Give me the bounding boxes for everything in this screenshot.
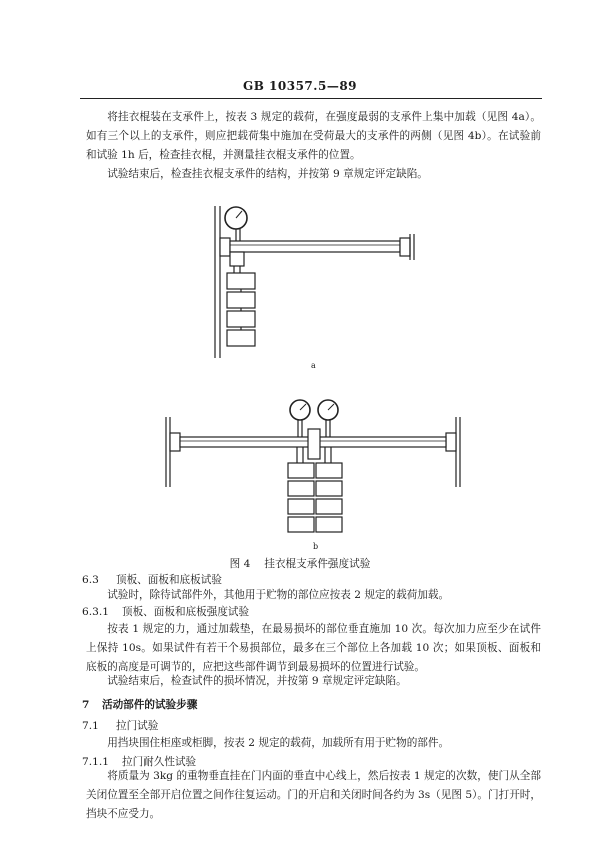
heading-7-1-1-number: 7.1.1 <box>82 756 109 768</box>
heading-6-3-1-number: 6.3.1 <box>82 606 109 618</box>
heading-7-1-number: 7.1 <box>82 720 99 732</box>
intro-paragraph-2: 试验结束后，检查挂衣棍支承件的结构，并按第 9 章规定评定缺陷。 <box>107 168 428 180</box>
section-7-1-1-paragraph: 将质量为 3kg 的重物垂直挂在门内面的垂直中心线上，然后按表 1 规定的次数，使门从全部关闭位置至全部开启位置之间作往复运动。门的开启和关闭时间各约为 3s（见图 5）。门打开时，挡块不应受力。 <box>86 770 541 820</box>
section-6-3-1-paragraph-2: 试验结束后，检查试件的损坏情况，并按第 9 章规定评定缺陷。 <box>107 675 407 687</box>
heading-6-3-1 <box>82 604 249 620</box>
header-rule <box>80 98 542 99</box>
standard-number: GB 10357.5—89 <box>242 79 358 93</box>
figure-4b <box>160 395 470 545</box>
heading-6-3-1-title: 顶板、面板和底板强度试验 <box>122 606 250 618</box>
heading-7-title: 活动部件的试验步骤 <box>102 699 198 711</box>
figure-caption-title: 挂衣棍支承件强度试验 <box>264 558 371 570</box>
figure-label-a: a <box>311 361 316 370</box>
section-6-3-1-paragraph-1: 按表 1 规定的力，通过加载垫，在最易损坏的部位垂直施加 10 次。每次加力应至少在试件上保持 10s。如果试件有若干个易损部位，最多在三个部位上各加载 10 次；如果顶板、面板和底板的高度是可调节的，应把这些部件调节到最易损坏的位置进行试验。 <box>86 623 541 673</box>
figure-caption <box>0 556 600 572</box>
heading-7-1 <box>82 718 158 734</box>
section-7-1-paragraph: 用挡块围住柜座或柜脚，按表 2 规定的载荷，加载所有用于贮物的部件。 <box>107 737 450 749</box>
intro-paragraph-1: 将挂衣棍装在支承件上，按表 3 规定的载荷，在强度最弱的支承件上集中加载（见图 4a）。如有三个以上的支承件，则应把载荷集中施加在受荷最大的支承件的两侧（见图 4b）。在试验前和试验 1h 后，检查挂衣棍，并测量挂衣棍支承件的位置。 <box>86 111 541 161</box>
figure-caption-number: 图 4 <box>229 558 251 570</box>
heading-6-3-title: 顶板、面板和底板试验 <box>116 574 222 586</box>
heading-7-1-title: 拉门试验 <box>116 720 159 732</box>
figure-4a <box>200 198 430 378</box>
heading-6-3-number: 6.3 <box>82 574 99 586</box>
heading-7 <box>82 697 197 713</box>
section-6-3-paragraph: 试验时，除待试部件外，其他用于贮物的部位应按表 2 规定的载荷加载。 <box>107 589 450 601</box>
heading-7-1-1-title: 拉门耐久性试验 <box>122 756 197 768</box>
figure-label-b: b <box>313 542 319 551</box>
heading-7-number: 7 <box>82 699 90 711</box>
